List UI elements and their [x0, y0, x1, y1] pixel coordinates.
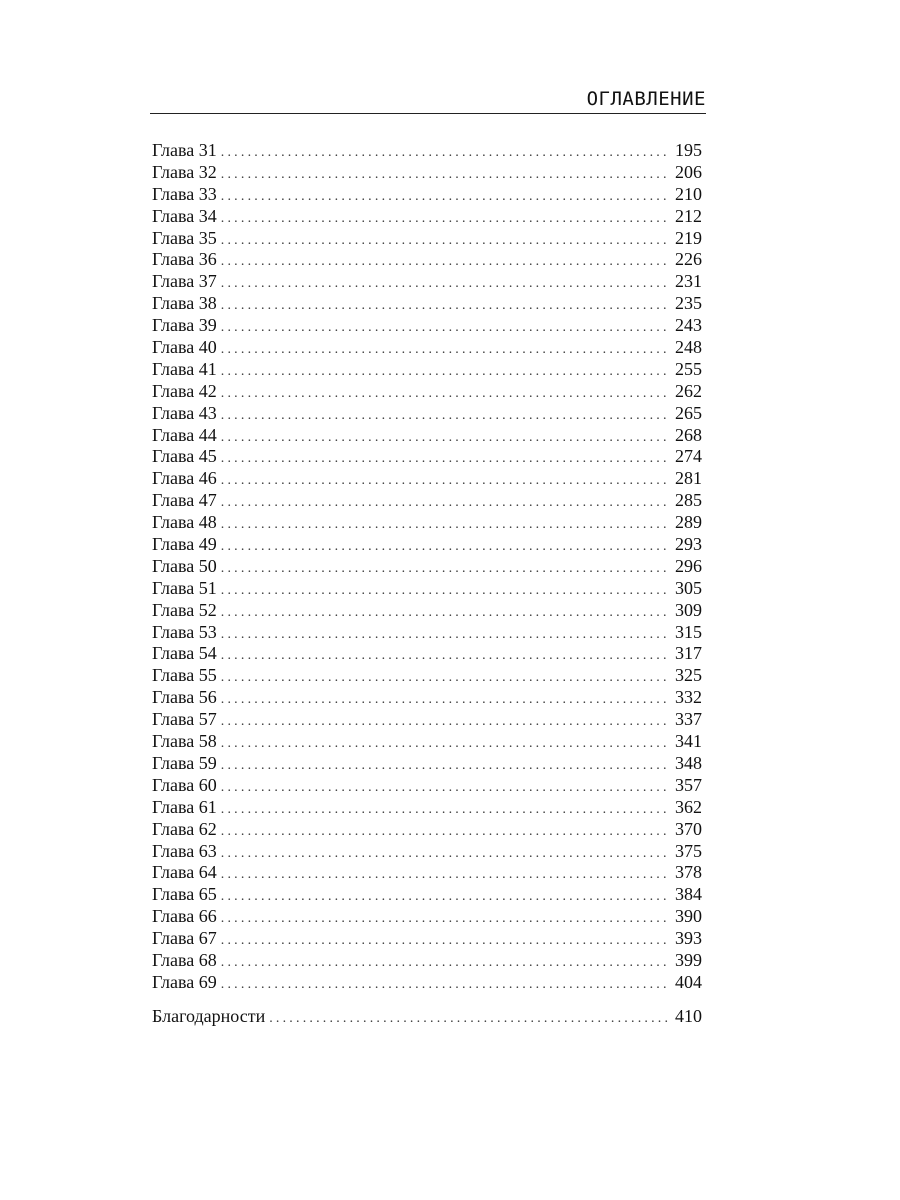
- toc-entry: [152, 556, 702, 578]
- toc-entry-page-number: 274: [675, 446, 702, 467]
- toc-entry-page-number: 255: [675, 358, 702, 379]
- toc-entry: [152, 643, 702, 665]
- toc-leader-dots: [221, 952, 669, 974]
- toc-leader-dots: [221, 864, 669, 886]
- toc-leader-dots: [221, 558, 669, 580]
- toc-entry-label: Глава 67: [152, 928, 217, 949]
- toc-leader-dots: [221, 383, 669, 405]
- toc-entry: [152, 797, 702, 819]
- table-of-contents: [152, 140, 702, 1028]
- toc-entry: [152, 753, 702, 775]
- toc-leader-dots: [221, 711, 669, 733]
- toc-leader-dots: [221, 755, 669, 777]
- toc-entry-label: Глава 56: [152, 687, 217, 708]
- toc-entry: [152, 446, 702, 468]
- toc-entry: [152, 841, 702, 863]
- toc-entry-label: Глава 63: [152, 840, 217, 861]
- toc-leader-dots: [221, 645, 669, 667]
- toc-entry: [152, 622, 702, 644]
- toc-leader-dots: [221, 602, 669, 624]
- toc-entry-label: Глава 53: [152, 621, 217, 642]
- toc-leader-dots: [221, 492, 669, 514]
- toc-entry: [152, 425, 702, 447]
- toc-entry: [152, 249, 702, 271]
- toc-entry-page-number: 231: [675, 271, 702, 292]
- toc-leader-dots: [221, 777, 669, 799]
- toc-entry-page-number: 370: [675, 818, 702, 839]
- toc-leader-dots: [221, 251, 669, 273]
- toc-entry: [152, 665, 702, 687]
- toc-entry-label: Глава 41: [152, 358, 217, 379]
- toc-entry-label: Глава 32: [152, 161, 217, 182]
- toc-entry: [152, 315, 702, 337]
- toc-entry-page-number: 219: [675, 227, 702, 248]
- toc-entry-page-number: 265: [675, 402, 702, 423]
- toc-entry-label: Глава 62: [152, 818, 217, 839]
- toc-entry: [152, 928, 702, 950]
- toc-entry: [152, 293, 702, 315]
- toc-entry-label: Глава 35: [152, 227, 217, 248]
- toc-entry: [152, 709, 702, 731]
- toc-leader-dots: [221, 974, 669, 996]
- toc-entry: [152, 206, 702, 228]
- toc-entry: [152, 512, 702, 534]
- toc-entry-page-number: 357: [675, 774, 702, 795]
- toc-leader-dots: [221, 536, 669, 558]
- toc-entry-page-number: 195: [675, 140, 702, 160]
- toc-leader-dots: [269, 1008, 669, 1030]
- toc-entry-page-number: 362: [675, 796, 702, 817]
- toc-entry-label: Глава 46: [152, 468, 217, 489]
- toc-entry-label: Глава 64: [152, 862, 217, 883]
- toc-leader-dots: [221, 689, 669, 711]
- toc-entry: [152, 468, 702, 490]
- toc-entry-label: Глава 39: [152, 315, 217, 336]
- toc-leader-dots: [221, 514, 669, 536]
- toc-entry-page-number: 248: [675, 337, 702, 358]
- toc-entry: [152, 381, 702, 403]
- toc-leader-dots: [221, 142, 669, 164]
- toc-entry-page-number: 226: [675, 249, 702, 270]
- toc-entry-label: Глава 47: [152, 490, 217, 511]
- toc-entry: [152, 228, 702, 250]
- toc-entry: [152, 578, 702, 600]
- toc-leader-dots: [221, 821, 669, 843]
- toc-entry-page-number: 404: [675, 971, 702, 992]
- toc-entry-label: Глава 38: [152, 293, 217, 314]
- toc-entry-label: Глава 45: [152, 446, 217, 467]
- toc-entry-page-number: 293: [675, 534, 702, 555]
- toc-leader-dots: [221, 470, 669, 492]
- toc-leader-dots: [221, 273, 669, 295]
- toc-leader-dots: [221, 427, 669, 449]
- toc-leader-dots: [221, 799, 669, 821]
- toc-leader-dots: [221, 930, 669, 952]
- toc-leader-dots: [221, 843, 669, 865]
- toc-entry-page-number: 332: [675, 687, 702, 708]
- toc-entry: [152, 184, 702, 206]
- toc-entry-label: Глава 40: [152, 337, 217, 358]
- toc-entry-page-number: 285: [675, 490, 702, 511]
- toc-entry: [152, 271, 702, 293]
- toc-entry: [152, 972, 702, 994]
- toc-entry: [152, 403, 702, 425]
- toc-entry-label: Глава 50: [152, 555, 217, 576]
- toc-entry-label: Глава 59: [152, 752, 217, 773]
- toc-entry-label: Благодарности: [152, 1005, 266, 1026]
- toc-leader-dots: [221, 733, 669, 755]
- toc-entry: [152, 884, 702, 906]
- toc-entry-page-number: 268: [675, 424, 702, 445]
- toc-entry-page-number: 378: [675, 862, 702, 883]
- toc-entry: [152, 140, 702, 162]
- toc-leader-dots: [221, 339, 669, 361]
- toc-entry-page-number: 399: [675, 949, 702, 970]
- toc-entry-page-number: 210: [675, 183, 702, 204]
- toc-entry-label: Глава 54: [152, 643, 217, 664]
- toc-entry-label: Глава 68: [152, 949, 217, 970]
- toc-entry-page-number: 348: [675, 752, 702, 773]
- toc-entry-page-number: 235: [675, 293, 702, 314]
- toc-entry-label: Глава 57: [152, 709, 217, 730]
- toc-leader-dots: [221, 186, 669, 208]
- toc-entry-page-number: 384: [675, 884, 702, 905]
- toc-entry-label: Глава 34: [152, 205, 217, 226]
- toc-entry: [152, 862, 702, 884]
- toc-entry: [152, 950, 702, 972]
- toc-entry-label: Глава 48: [152, 512, 217, 533]
- toc-entry-page-number: 341: [675, 731, 702, 752]
- toc-entry: [152, 337, 702, 359]
- toc-entry-page-number: 375: [675, 840, 702, 861]
- toc-leader-dots: [221, 208, 669, 230]
- toc-entry-label: Глава 36: [152, 249, 217, 270]
- toc-entry-label: Глава 66: [152, 906, 217, 927]
- toc-entry-page-number: 281: [675, 468, 702, 489]
- toc-chapter-list: [152, 140, 702, 994]
- toc-entry-label: Глава 58: [152, 731, 217, 752]
- toc-leader-dots: [221, 230, 669, 252]
- toc-leader-dots: [221, 667, 669, 689]
- toc-entry: [152, 600, 702, 622]
- toc-leader-dots: [221, 405, 669, 427]
- toc-leader-dots: [221, 361, 669, 383]
- toc-entry: [152, 1006, 702, 1028]
- toc-entry: [152, 359, 702, 381]
- toc-entry-label: Глава 49: [152, 534, 217, 555]
- toc-entry-label: Глава 44: [152, 424, 217, 445]
- toc-leader-dots: [221, 908, 669, 930]
- toc-entry-page-number: 315: [675, 621, 702, 642]
- toc-entry-page-number: 325: [675, 665, 702, 686]
- toc-leader-dots: [221, 448, 669, 470]
- toc-entry: [152, 906, 702, 928]
- toc-entry: [152, 162, 702, 184]
- toc-entry-label: Глава 61: [152, 796, 217, 817]
- toc-leader-dots: [221, 164, 669, 186]
- toc-entry: [152, 775, 702, 797]
- toc-entry-page-number: 305: [675, 577, 702, 598]
- toc-entry-page-number: 262: [675, 380, 702, 401]
- toc-entry-label: Глава 31: [152, 140, 217, 160]
- toc-entry-page-number: 296: [675, 555, 702, 576]
- toc-entry-label: Глава 33: [152, 183, 217, 204]
- toc-entry: [152, 490, 702, 512]
- toc-entry-page-number: 309: [675, 599, 702, 620]
- toc-entry: [152, 731, 702, 753]
- toc-entry: [152, 534, 702, 556]
- toc-entry-page-number: 410: [675, 1005, 702, 1026]
- toc-entry-label: Глава 60: [152, 774, 217, 795]
- toc-entry-label: Глава 52: [152, 599, 217, 620]
- toc-entry-page-number: 337: [675, 709, 702, 730]
- toc-entry-page-number: 206: [675, 161, 702, 182]
- toc-leader-dots: [221, 295, 669, 317]
- toc-entry-label: Глава 37: [152, 271, 217, 292]
- toc-leader-dots: [221, 580, 669, 602]
- toc-entry-label: Глава 65: [152, 884, 217, 905]
- toc-entry-label: Глава 43: [152, 402, 217, 423]
- toc-entry-page-number: 317: [675, 643, 702, 664]
- toc-entry-page-number: 212: [675, 205, 702, 226]
- toc-entry: [152, 687, 702, 709]
- toc-entry-label: Глава 51: [152, 577, 217, 598]
- toc-leader-dots: [221, 317, 669, 339]
- toc-entry-label: Глава 69: [152, 971, 217, 992]
- toc-entry-page-number: 243: [675, 315, 702, 336]
- toc-entry-page-number: 393: [675, 928, 702, 949]
- toc-entry-page-number: 390: [675, 906, 702, 927]
- toc-leader-dots: [221, 624, 669, 646]
- toc-entry-label: Глава 55: [152, 665, 217, 686]
- running-head: ОГЛАВЛЕНИЕ: [586, 88, 706, 110]
- toc-entry-label: Глава 42: [152, 380, 217, 401]
- toc-entry: [152, 819, 702, 841]
- header-rule: [150, 113, 706, 114]
- toc-back-matter-list: [152, 1006, 702, 1028]
- toc-leader-dots: [221, 886, 669, 908]
- toc-entry-page-number: 289: [675, 512, 702, 533]
